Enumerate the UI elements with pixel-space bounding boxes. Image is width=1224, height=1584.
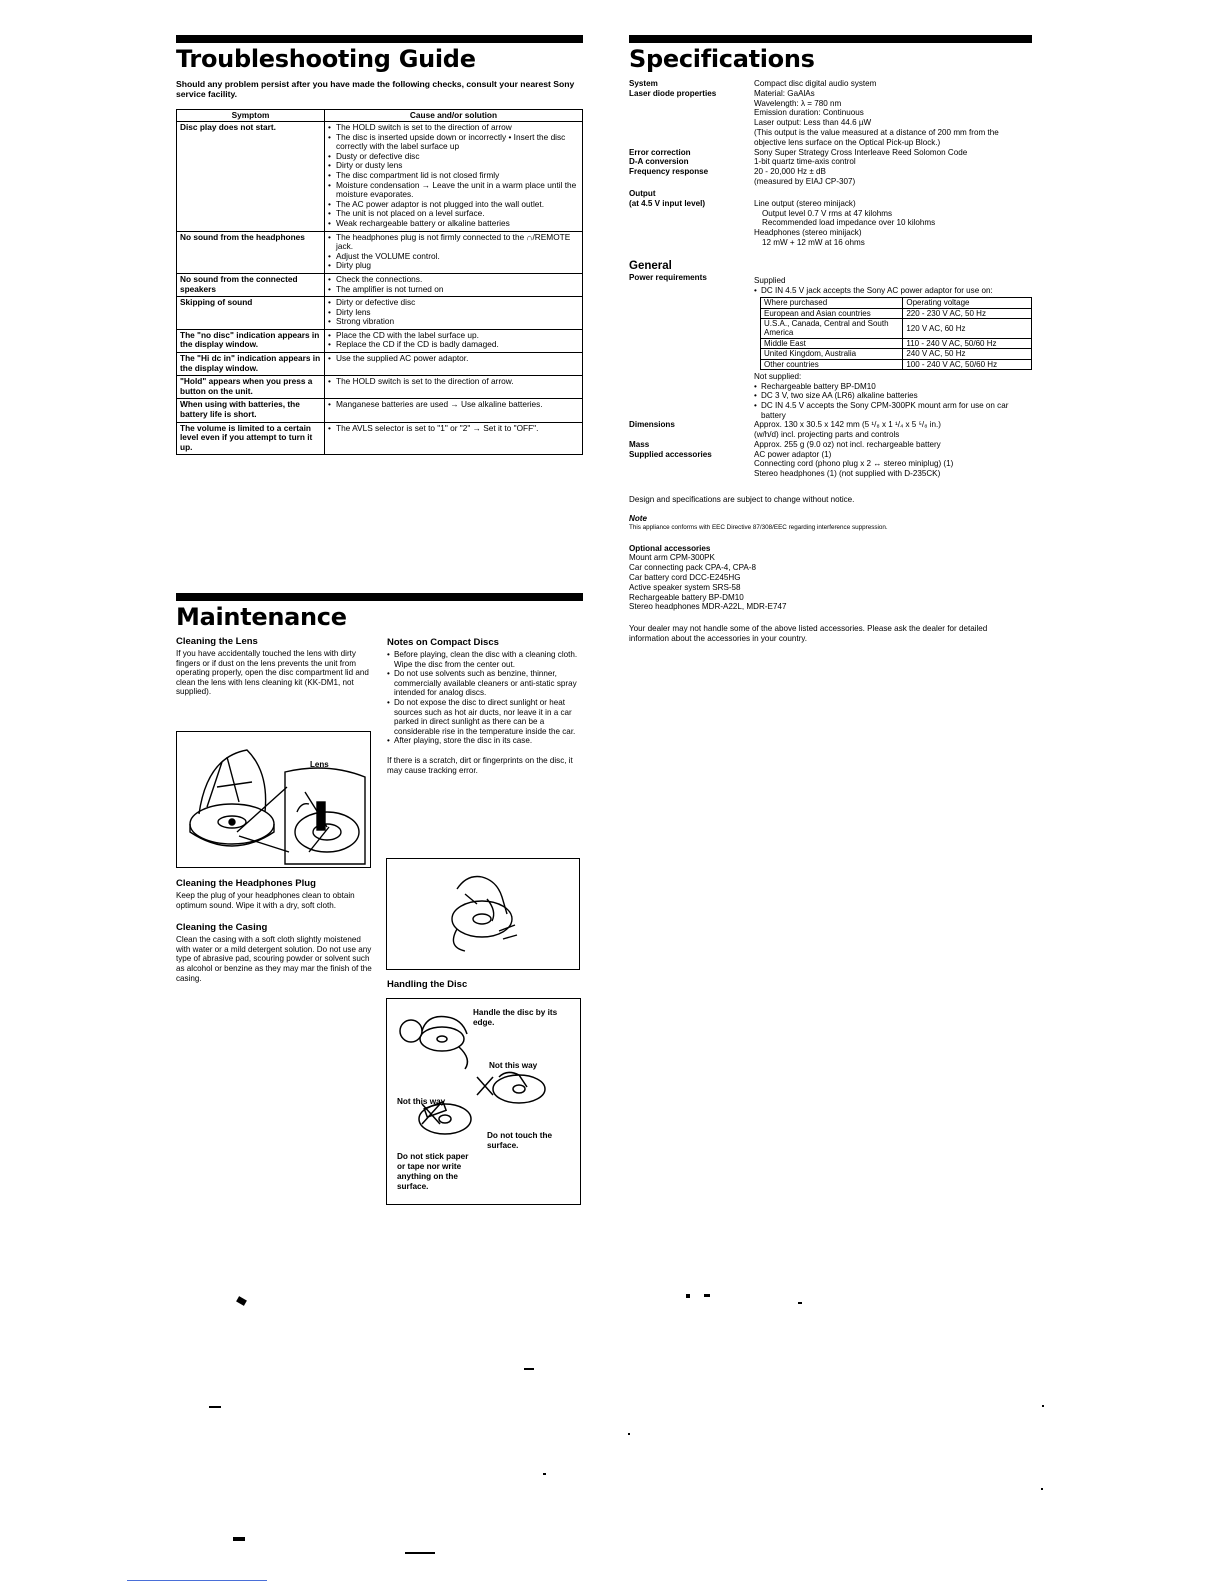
table-row [177, 399, 583, 422]
table-cell: Other countries [761, 359, 903, 369]
table-row [761, 338, 1032, 348]
table-cell: 240 V AC, 50 Hz [903, 349, 1032, 359]
spec-frequency: Frequency response 20 - 20,000 Hz ± dB (measured by EIAJ CP-307) [629, 167, 1032, 187]
general-heading: General [629, 259, 672, 272]
spec-line: Line output (stereo minijack) [754, 198, 856, 208]
symptom-cell: No sound from the connected speakers [177, 273, 325, 296]
not-this-way-label-2: Not this way [397, 1097, 446, 1106]
cleaning-lens-text: If you have accidentally touched the lens with dirty fingers or if dust on the lens prevents the unit from operating properly, open the disc compartment lid and clean the lens with lens cleaning kit (KK-DM1, not supplied). [176, 649, 369, 697]
table-cell: Middle East [761, 338, 903, 348]
cleaning-casing-heading: Cleaning the Casing [176, 922, 268, 934]
cause-header: Cause and/or solution [325, 110, 583, 122]
cause-item: • The HOLD switch is set to the direction of arrow. [328, 377, 579, 387]
list-item: • DC IN 4.5 V accepts the Sony CPM-300PK mount arm for use on car battery [754, 401, 1032, 420]
list-item: • Before playing, clean the disc with a cleaning cloth. Wipe the disc from the center out. [387, 650, 579, 669]
table-row [761, 349, 1032, 359]
table-cell: Operating voltage [903, 298, 1032, 308]
spec-line: (This output is the value measured at a distance of 200 mm from the objective lens surface on the Optical Pick-up Block.) [754, 127, 999, 147]
table-cell: 120 V AC, 60 Hz [903, 318, 1032, 338]
lens-label: Lens [310, 760, 329, 769]
spec-line: Wavelength: λ = 780 nm [754, 98, 842, 108]
maintenance-left-lower [176, 878, 372, 983]
spec-accessories: Supplied accessories AC power adaptor (1) Connecting cord (phono plug x 2 ↔ stereo miniplug) (1) Stereo headphones (1) (not supplied with D-235CK) [629, 450, 1032, 479]
cause-item: • The AC power adaptor is not plugged into the wall outlet. [328, 200, 579, 210]
spec-line: AC power adaptor (1) [754, 449, 832, 459]
symptom-cell: The "no disc" indication appears in the display window. [177, 329, 325, 352]
spec-line: Headphones (stereo minijack) [754, 228, 862, 238]
spec-dimensions: Dimensions Approx. 130 x 30.5 x 142 mm (5 ¹/₈ x 1 ¹/₄ x 5 ⁵/₈ in.) (w/h/d) incl. projecting parts and controls [629, 420, 1032, 440]
cause-item: • Dirty plug [328, 261, 579, 271]
optional-list [629, 553, 1032, 612]
symptom-header: Symptom [177, 110, 325, 122]
handle-edge-label: Handle the disc by its edge. [473, 1008, 558, 1027]
note-heading: Note [629, 513, 647, 523]
table-cell: Where purchased [761, 298, 903, 308]
spec-da: D-A conversion 1-bit quartz time-axis control [629, 157, 856, 167]
cause-cell [325, 231, 583, 273]
table-row [761, 359, 1032, 369]
troubleshooting-title: Troubleshooting Guide [176, 45, 476, 73]
spec-output: Output (at 4.5 V input level) Line output (stereo minijack) Output level 0.7 V rms at 47 kilohms Recommended load impedance over 10 kilohms Headphones (stereo minijack) 12 mW + 12 mW at 16 ohms [629, 189, 1032, 248]
cleaning-plug-heading: Cleaning the Headphones Plug [176, 878, 316, 889]
spec-line: (measured by EIAJ CP-307) [754, 176, 856, 186]
table-row [177, 329, 583, 352]
list-item: • Rechargeable battery BP-DM10 [754, 382, 1032, 392]
optional-heading: Optional accessories [629, 543, 711, 553]
table-row [177, 273, 583, 296]
table-cell: European and Asian countries [761, 308, 903, 318]
handling-illustration [386, 998, 581, 1205]
spec-laser: Laser diode properties Material: GaAlAs Wavelength: λ = 780 nm Emission duration: Continuous Laser output: Less than 44.6 µW (This output is the value measured at a distance of 200 mm from the objective lens surface on the Optical Pick-up Block.) [629, 89, 1032, 148]
spec-line: Output level 0.7 V rms at 47 kilohms [762, 208, 893, 218]
cause-item: • Dirty or dusty lens [328, 161, 579, 171]
cause-item: • Weak rechargeable battery or alkaline batteries [328, 219, 579, 229]
lens-illustration [176, 731, 371, 868]
cause-cell [325, 297, 583, 330]
table-cell: 100 - 240 V AC, 50/60 Hz [903, 359, 1032, 369]
table-row [177, 297, 583, 330]
design-note: Design and specifications are subject to change without notice. [629, 494, 855, 504]
power-table [760, 297, 1032, 370]
spec-line: Connecting cord (phono plug x 2 ↔ stereo miniplug) (1) [754, 459, 954, 469]
symptom-cell: Disc play does not start. [177, 122, 325, 232]
spec-line: Active speaker system SRS-58 [629, 582, 741, 592]
cause-item: • The AVLS selector is set to "1" or "2" → Set it to "OFF". [328, 424, 579, 434]
spec-line: Car connecting pack CPA-4, CPA-8 [629, 563, 757, 573]
cause-cell [325, 399, 583, 422]
cause-item: • The headphones plug is not firmly connected to the ∩/REMOTE jack. [328, 233, 579, 252]
spec-mass: Mass Approx. 255 g (9.0 oz) not incl. rechargeable battery [629, 439, 941, 449]
symptom-cell: No sound from the headphones [177, 231, 325, 273]
table-row [761, 298, 1032, 308]
cause-item: • Check the connections. [328, 275, 579, 285]
cause-cell [325, 353, 583, 376]
cause-item: • The amplifier is not turned on [328, 285, 579, 295]
cause-item: • Dirty lens [328, 308, 579, 318]
symptom-cell: The volume is limited to a certain level even if you attempt to turn it up. [177, 422, 325, 455]
specifications-section [629, 35, 1032, 644]
spec-line: Rechargeable battery BP-DM10 [629, 592, 744, 602]
troubleshooting-section [176, 35, 583, 455]
specifications-title: Specifications [629, 45, 815, 73]
symptom-cell: "Hold" appears when you press a button on the unit. [177, 376, 325, 399]
note-text: This appliance conforms with EEC Directive 87/308/EEC regarding interference suppression. [629, 523, 888, 531]
spec-line: Mount arm CPM-300PK [629, 553, 715, 563]
cause-item: • The disc compartment lid is not closed firmly [328, 171, 579, 181]
cause-cell [325, 122, 583, 232]
symptom-cell: The "Hi dc in" indication appears in the display window. [177, 353, 325, 376]
troubleshooting-intro: Should any problem persist after you have made the following checks, consult your nearest Sony service facility. [176, 79, 575, 99]
cause-item: • The HOLD switch is set to the direction of arrow [328, 123, 579, 133]
cause-item: • Moisture condensation → Leave the unit in a warm place until the moisture evaporates. [328, 181, 579, 200]
cleaning-disc-illustration [386, 858, 580, 970]
spec-line: Recommended load impedance over 10 kilohms [762, 218, 936, 228]
maintenance-left [176, 636, 372, 697]
spec-line: Car battery cord DCC-E245HG [629, 572, 741, 582]
cleaning-plug-text: Keep the plug of your headphones clean to obtain optimum sound. Wipe it with a dry, soft cloth. [176, 891, 355, 910]
cause-item: • Dusty or defective disc [328, 152, 579, 162]
cleaning-casing-text: Clean the casing with a soft cloth slightly moistened with water or a mild detergent solution. Do not use any type of abrasive pad, scouring powder or solvent such as alcohol or benzine as they may mar the finish of the casing. [176, 935, 372, 983]
table-row [761, 308, 1032, 318]
cause-cell [325, 273, 583, 296]
no-stick-label: Do not stick paper or tape nor write anything on the surface. [397, 1152, 469, 1191]
disc-wiping-icon [387, 859, 579, 969]
table-cell: 110 - 240 V AC, 50/60 Hz [903, 338, 1032, 348]
cause-item: • Adjust the VOLUME control. [328, 252, 579, 262]
spec-line: 20 - 20,000 Hz ± dB [754, 167, 826, 177]
spec-line: Stereo headphones (1) (not supplied with D-235CK) [754, 469, 941, 479]
table-row [177, 422, 583, 455]
spec-line: Stereo headphones MDR-A22L, MDR-E747 [629, 602, 787, 612]
notes-heading: Notes on Compact Discs [387, 637, 499, 648]
spec-system: System Compact disc digital audio system [629, 79, 877, 88]
table-row [177, 353, 583, 376]
cause-cell [325, 376, 583, 399]
table-row [177, 231, 583, 273]
handling-heading-wrap [387, 979, 579, 992]
cause-item: • Place the CD with the label surface up. [328, 331, 579, 341]
spec-line: (w/h/d) incl. projecting parts and controls [754, 429, 900, 439]
cause-item: • Manganese batteries are used → Use alkaline batteries. [328, 400, 579, 410]
cause-item: • Use the supplied AC power adaptor. [328, 354, 579, 364]
cause-item: • The disc is inserted upside down or incorrectly • Insert the disc correctly with the label surface up [328, 133, 579, 152]
spec-line: Approx. 130 x 30.5 x 142 mm (5 ¹/₈ x 1 ¹/₄ x 5 ⁵/₈ in.) [754, 420, 942, 430]
symptom-cell: Skipping of sound [177, 297, 325, 330]
cause-item: • Dirty or defective disc [328, 298, 579, 308]
notes-list [387, 650, 579, 746]
not-this-way-label-1: Not this way [489, 1061, 538, 1070]
cause-cell [325, 422, 583, 455]
section-rule [176, 35, 583, 43]
table-cell: 220 - 230 V AC, 50 Hz [903, 308, 1032, 318]
table-row [177, 122, 583, 232]
spec-line: Emission duration: Continuous [754, 108, 864, 118]
dealer-note: Your dealer may not handle some of the above listed accessories. Please ask the dealer for detailed information about the accessories in your country. [629, 624, 988, 643]
maintenance-right [387, 637, 579, 775]
table-row [761, 318, 1032, 338]
list-item: • Do not expose the disc to direct sunlight or heat sources such as hot air ducts, nor leave it in a car parked in direct sunlight as there can be a considerable rise in the temperature inside the car. [387, 698, 579, 736]
section-rule [629, 35, 1032, 43]
table-cell: United Kingdom, Australia [761, 349, 903, 359]
table-row [177, 376, 583, 399]
spec-power: Power requirements Supplied • DC IN 4.5 V jack accepts the Sony AC power adaptor for use on: Where purchased Operating voltage European and Asian countries 220 - 230 V AC, 50 Hz U.S.A., Canada, Central and South America 120 V AC, 60 Hz Middle East 110 - 240 V AC, 50/60 Hz United Kingdom, Australia 240 V AC, 50 Hz Other countries 100 - 240 V AC, 50/60 Hz Not supplied: • Rechargeable battery BP-DM10 • DC 3 V, two size AA (LR6) alkaline batteries • DC IN 4.5 V accepts the Sony CPM-300PK mount arm for use on car battery [629, 273, 1032, 420]
section-rule [176, 593, 583, 601]
symptom-cell: When using with batteries, the battery life is short. [177, 399, 325, 422]
table-cell: U.S.A., Canada, Central and South America [761, 318, 903, 338]
cleaning-lens-heading: Cleaning the Lens [176, 636, 258, 647]
handling-heading: Handling the Disc [387, 979, 468, 990]
spec-line: Laser output: Less than 44.6 µW [754, 118, 872, 128]
spec-line: Material: GaAlAs [754, 88, 815, 98]
cause-cell [325, 329, 583, 352]
maintenance-title: Maintenance [176, 603, 347, 631]
cause-item: • Strong vibration [328, 317, 579, 327]
no-touch-label: Do not touch the surface. [487, 1131, 553, 1150]
cd-player-open-icon [177, 732, 370, 867]
cause-item: • Replace the CD if the CD is badly damaged. [328, 340, 579, 350]
maintenance-section [176, 593, 583, 637]
list-item: • Do not use solvents such as benzine, thinner, commercially available cleaners or anti-static spray intended for analog discs. [387, 669, 579, 698]
spec-line: 12 mW + 12 mW at 16 ohms [762, 237, 865, 247]
cause-item: • The unit is not placed on a level surface. [328, 209, 579, 219]
troubleshooting-table [176, 109, 583, 455]
spec-error: Error correction Sony Super Strategy Cross Interleave Reed Solomon Code [629, 147, 968, 157]
list-item: • DC 3 V, two size AA (LR6) alkaline batteries [754, 391, 1032, 401]
scratch-note: If there is a scratch, dirt or fingerprints on the disc, it may cause tracking error. [387, 755, 573, 775]
list-item: • After playing, store the disc in its case. [387, 736, 579, 746]
